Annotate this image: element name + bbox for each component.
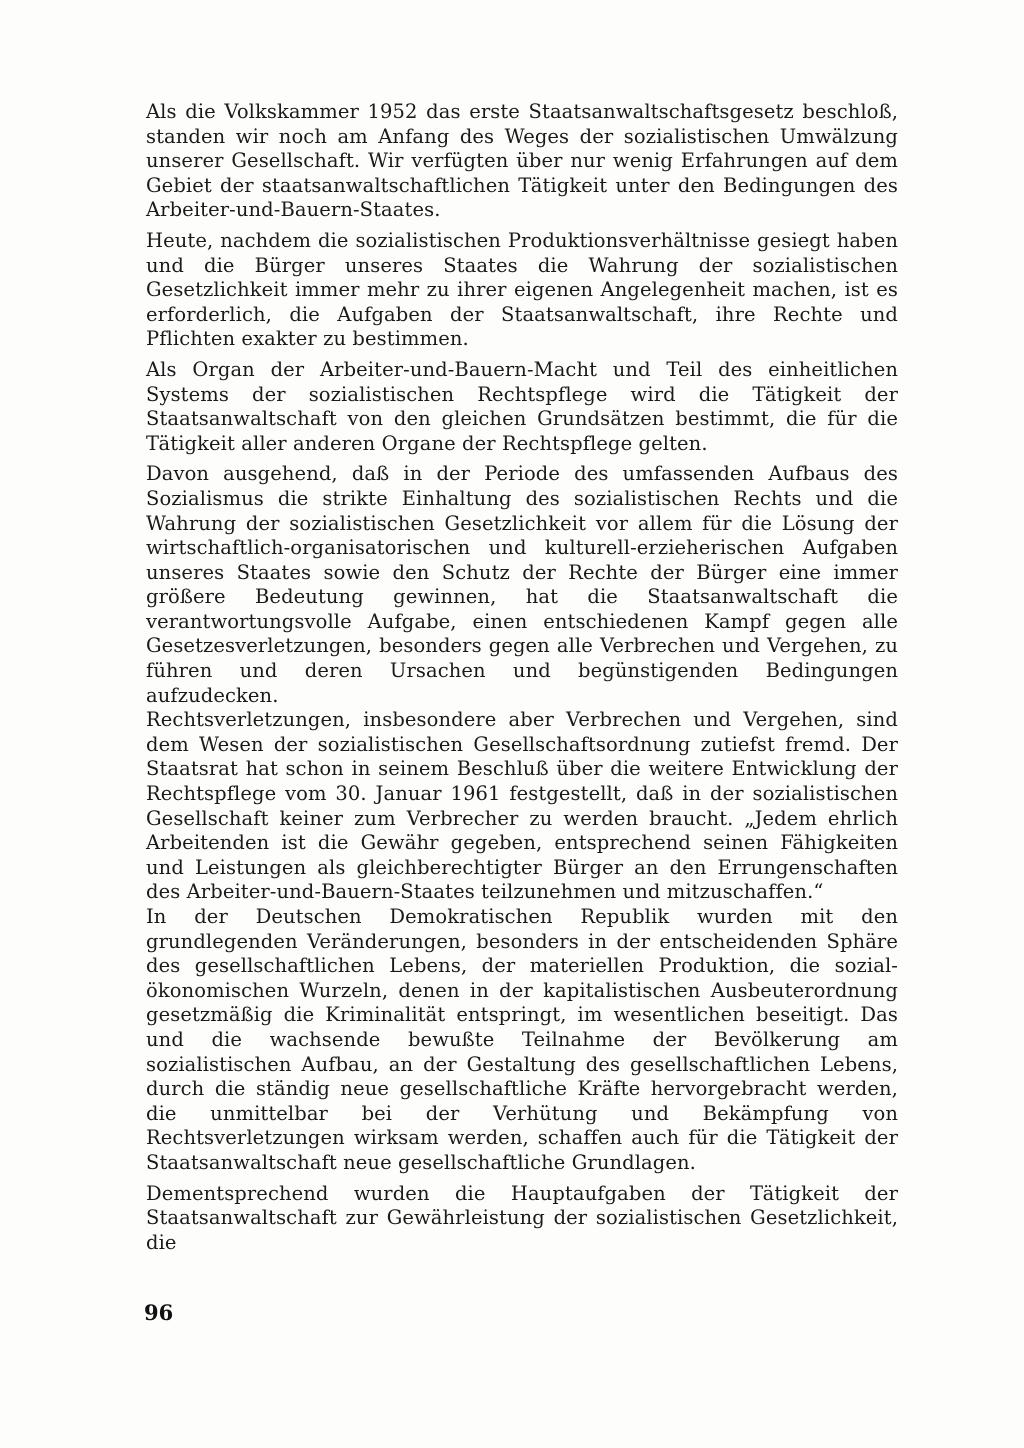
paragraph-7: Dementsprechend wurden die Hauptaufgaben der Tätigkeit der Staatsanwaltschaft zur Gewährleistung der sozialistischen Gesetzlichkeit, die	[146, 1181, 898, 1254]
body-text	[146, 100, 898, 1261]
page-number: 96	[144, 1300, 174, 1325]
paragraph-2: Heute, nachdem die sozialistischen Produktionsverhältnisse gesiegt haben und die Bürger unseres Staates die Wahrung der sozialistischen Gesetzlichkeit immer mehr zu ihrer eigenen Angelegenheit machen, ist es erforderlich, die Aufgaben der Staatsanwaltschaft, ihre Rechte und Pflichten exakter zu bestimmen.	[146, 228, 898, 351]
paragraph-3: Als Organ der Arbeiter-und-Bauern-Macht und Teil des einheitlichen Systems der sozialistischen Rechtspflege wird die Tätigkeit der Staatsanwaltschaft von den gleichen Grundsätzen bestimmt, die für die Tätigkeit aller anderen Organe der Rechtspflege gelten.	[146, 357, 898, 455]
paragraph-1: Als die Volkskammer 1952 das erste Staatsanwaltschaftsgesetz beschloß, standen wir noch am Anfang des Weges der sozialistischen Umwälzung unserer Gesellschaft. Wir verfügten über nur wenig Erfahrungen auf dem Gebiet der staatsanwaltschaftlichen Tätigkeit unter den Bedingungen des Arbeiter-und-Bauern-Staates.	[146, 100, 898, 222]
paragraph-5: Rechtsverletzungen, insbesondere aber Verbrechen und Vergehen, sind dem Wesen der sozialistischen Gesellschaftsordnung zutiefst fremd. Der Staatsrat hat schon in seinem Beschluß über die weitere Entwicklung der Rechtspflege vom 30. Januar 1961 festgestellt, daß in der sozialistischen Gesellschaft keiner zum Verbrecher zu werden braucht. „Jedem ehrlich Arbeitenden ist die Gewähr gegeben, entsprechend seinen Fähigkeiten und Leistungen als gleichberechtigter Bürger an den Errungenschaften des Arbeiter-und-Bauern-Staates teilzunehmen und mitzuschaffen.“	[146, 708, 898, 904]
paragraph-4: Davon ausgehend, daß in der Periode des umfassenden Aufbaus des Sozialismus die strikte Einhaltung des sozialistischen Rechts und die Wahrung der sozialistischen Gesetzlichkeit vor allem für die Lösung der wirtschaftlich-organisatorischen und kulturell-erzieherischen Aufgaben unseres Staates sowie den Schutz der Rechte der Bürger eine immer größere Bedeutung gewinnen, hat die Staatsanwaltschaft die verantwortungsvolle Aufgabe, einen entschiedenen Kampf gegen alle Gesetzesverletzungen, besonders gegen alle Verbrechen und Vergehen, zu führen und deren Ursachen und begünstigenden Bedingungen aufzudecken.	[146, 462, 898, 707]
paragraph-6: In der Deutschen Demokratischen Republik wurden mit den grundlegenden Veränderungen, besonders in der entscheidenden Sphäre des gesellschaftlichen Lebens, der materiellen Produktion, die sozial-ökonomischen Wurzeln, denen in der kapitalistischen Ausbeuterordnung gesetzmäßig die Kriminalität entspringt, im wesentlichen beseitigt. Das und die wachsende bewußte Teilnahme der Bevölkerung am sozialistischen Aufbau, an der Gestaltung des gesellschaftlichen Lebens, durch die ständig neue gesellschaftliche Kräfte hervorgebracht werden, die unmittelbar bei der Verhütung und Bekämpfung von Rechtsverletzungen wirksam werden, schaffen auch für die Tätigkeit der Staatsanwaltschaft neue gesellschaftliche Grundlagen.	[146, 905, 898, 1174]
